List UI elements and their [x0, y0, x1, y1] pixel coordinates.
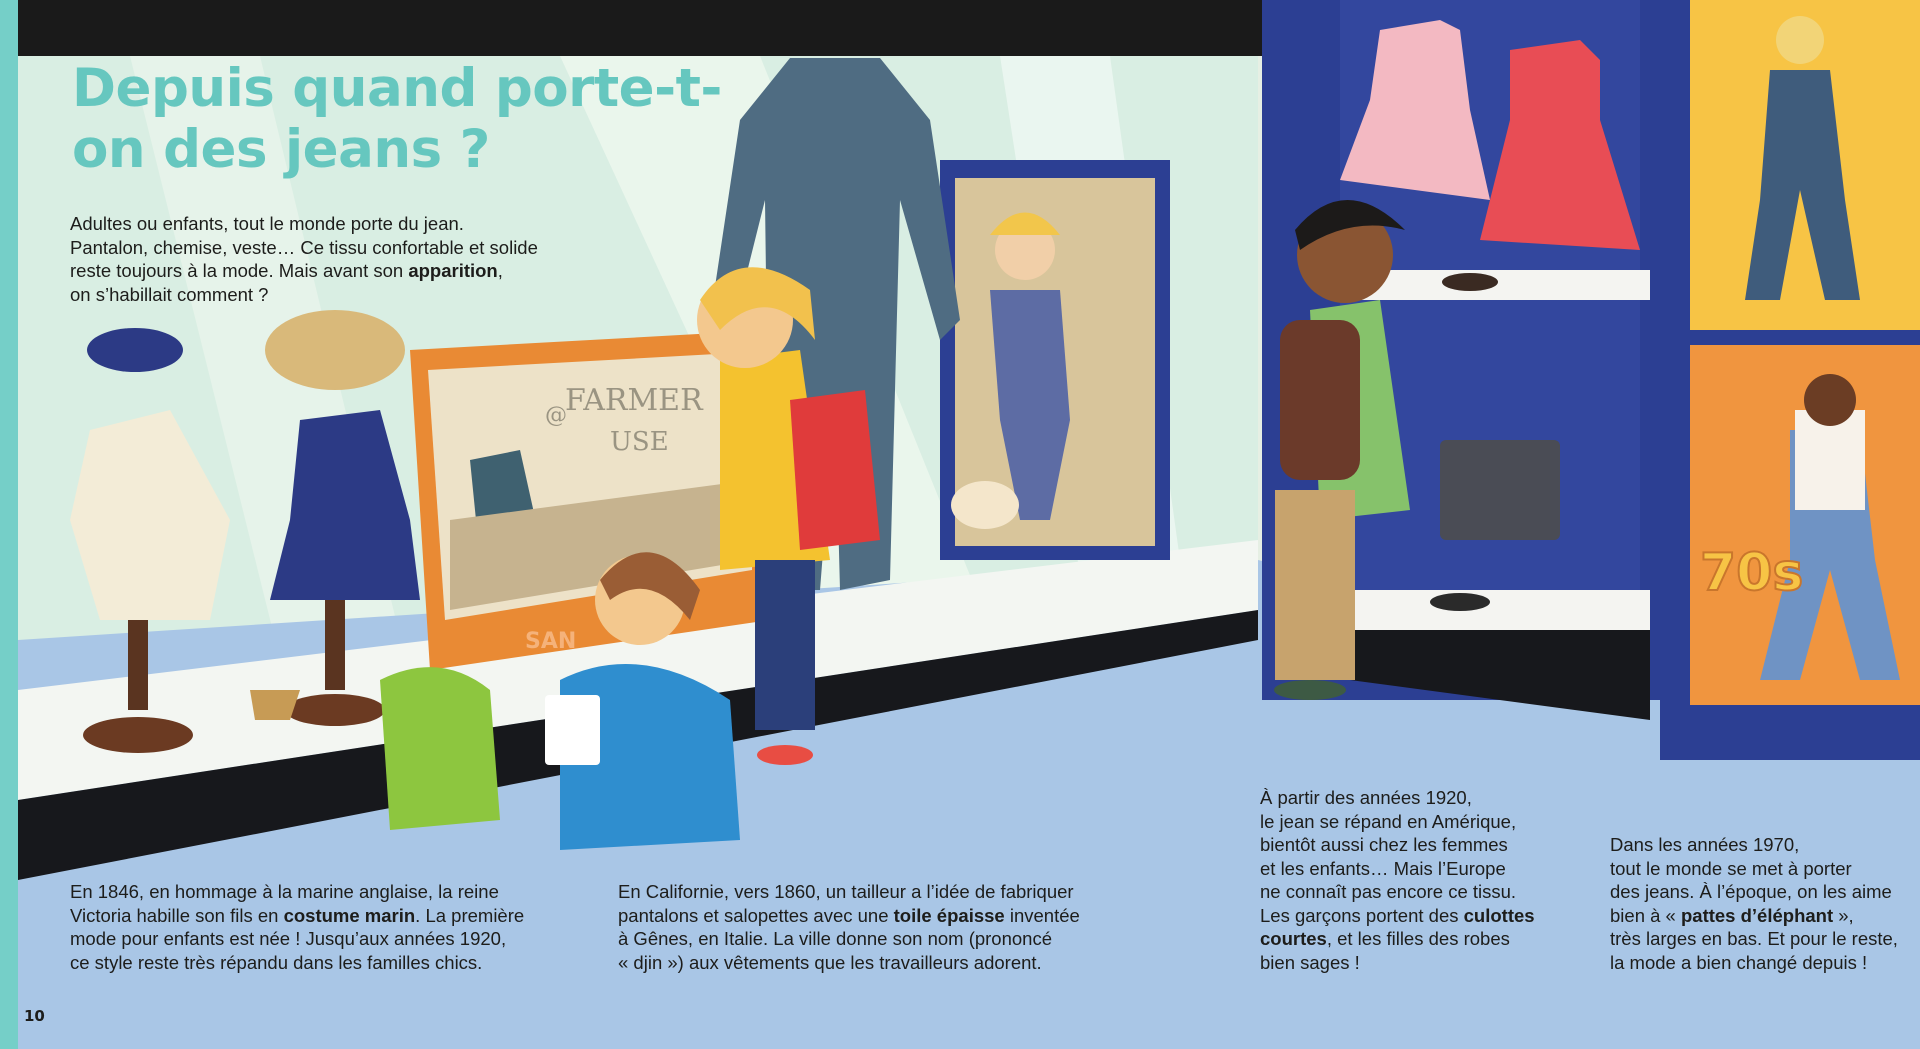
brown-backpack — [1280, 320, 1360, 480]
california-paragraph — [618, 880, 1080, 974]
intro-bold: apparition — [408, 260, 498, 281]
sailor-line: mode pour enfants est née ! Jusqu’aux années 1920, — [70, 928, 507, 949]
boy-notebook — [545, 695, 600, 765]
intro-line: Pantalon, chemise, veste… Ce tissu confortable et solide — [70, 236, 538, 258]
dog — [951, 481, 1019, 529]
twenties-line: bien sages ! — [1260, 951, 1360, 973]
page-number: 10 — [24, 1007, 45, 1025]
seventies-line: très larges en bas. Et pour le reste, — [1610, 928, 1898, 949]
shelf — [1350, 590, 1650, 630]
intro-line: on s’habillait comment ? — [70, 283, 269, 305]
straw-hat — [265, 310, 405, 390]
twenties-bold: courtes — [1260, 928, 1327, 949]
seventies-label: 70s — [1700, 543, 1804, 603]
seventies-line: la mode a bien changé depuis ! — [1610, 951, 1868, 973]
shoe — [1442, 273, 1498, 291]
california-line: inventée — [1004, 904, 1080, 926]
shoe — [1430, 593, 1490, 611]
twenties-bold: culottes — [1463, 904, 1535, 926]
vitrine-top-edge — [18, 0, 1268, 56]
sailor-bold: costume marin — [283, 904, 416, 926]
mannequin-stand — [285, 694, 385, 726]
seventies-bold: pattes d’éléphant — [1680, 904, 1834, 926]
boy-shoes — [1274, 680, 1346, 700]
poster-san-text: SAN — [525, 629, 577, 654]
california-line: En Californie, vers 1860, un tailleur a l’idée de fabriquer — [618, 881, 1074, 902]
mannequin-stand — [83, 717, 193, 753]
poster-at-sign: @ — [545, 403, 567, 428]
twenties-line: , et les filles des robes — [1326, 928, 1510, 949]
poster-use-text: USE — [610, 427, 669, 457]
boy-pants — [1275, 490, 1355, 680]
twenties-line: le jean se répand en Amérique, — [1260, 810, 1517, 832]
twenties-line: Les garçons portent des — [1260, 904, 1464, 926]
california-line: pantalons et salopettes avec une — [618, 904, 894, 926]
sailor-line: En 1846, en hommage à la marine anglaise, la reine — [70, 881, 499, 902]
twenties-line: À partir des années 1920, — [1260, 787, 1472, 808]
seventies-line: Dans les années 1970, — [1610, 834, 1800, 855]
sailor-line: Victoria habille son fils en — [70, 904, 284, 926]
california-line: « djin ») aux vêtements que les travailleurs adorent. — [618, 951, 1042, 973]
page-title: Depuis quand porte-t-on des jeans ? — [72, 58, 722, 180]
poster-farmer-text: FARMER — [565, 383, 703, 418]
california-line: à Gênes, en Italie. La ville donne son nom (prononcé — [618, 928, 1053, 949]
sailor-line: ce style reste très répandu dans les familles chics. — [70, 951, 483, 973]
twenties-line: ne connaît pas encore ce tissu. — [1260, 881, 1517, 902]
girl-jeans — [755, 560, 815, 730]
intro-line: Adultes ou enfants, tout le monde porte du jean. — [70, 213, 464, 234]
sailor-paragraph — [70, 880, 524, 974]
twenties-paragraph — [1260, 786, 1535, 974]
sailor-hat — [87, 328, 183, 372]
intro-line: reste toujours à la mode. Mais avant son — [70, 260, 409, 281]
twenties-line: et les enfants… Mais l’Europe — [1260, 857, 1506, 879]
green-backpack — [380, 667, 500, 830]
seventies-line: tout le monde se met à porter — [1610, 857, 1852, 879]
intro-paragraph — [70, 212, 538, 306]
sailor-line: . La première — [415, 904, 525, 926]
seventies-line: des jeans. À l’époque, on les aime — [1610, 881, 1892, 902]
twenties-line: bientôt aussi chez les femmes — [1260, 834, 1508, 855]
grey-shorts — [1440, 440, 1560, 540]
seventies-line: bien à « — [1610, 904, 1681, 926]
california-bold: toile épaisse — [893, 904, 1005, 926]
intro-line: , — [497, 260, 503, 281]
red-backpack — [790, 390, 880, 550]
shelf — [1350, 270, 1650, 300]
seventies-line: », — [1833, 904, 1854, 926]
seventies-paragraph — [1610, 833, 1898, 974]
girl-shoes — [757, 745, 813, 765]
